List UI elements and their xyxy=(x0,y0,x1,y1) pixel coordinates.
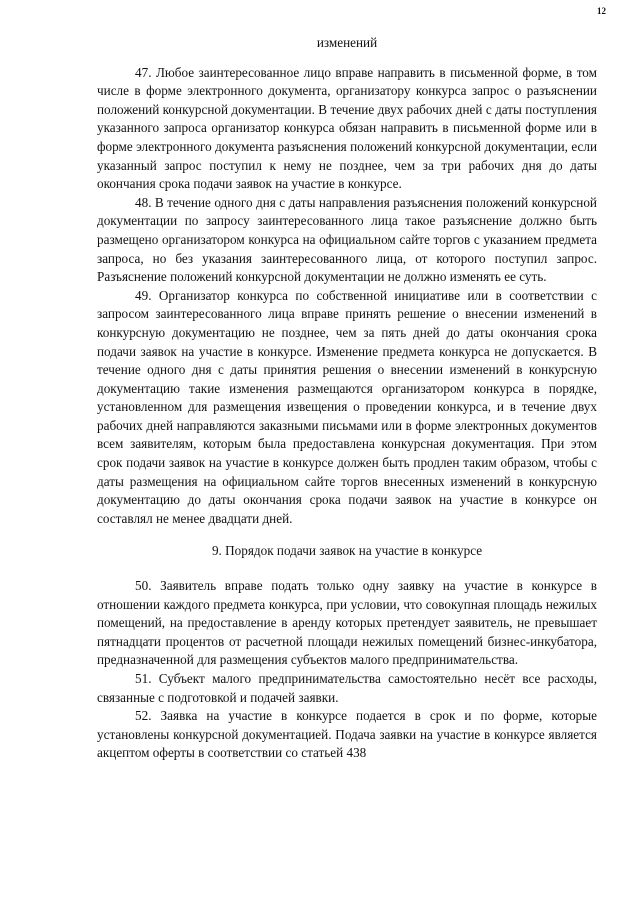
paragraph-51: 51. Субъект малого предпринимательства самостоятельно несёт все расходы, связанные с подготовкой и подачей заявки. xyxy=(97,671,597,705)
document-body xyxy=(97,34,597,763)
paragraph-50: 50. Заявитель вправе подать только одну заявку на участие в конкурсе в отношении каждого предмета конкурса, при условии, что совокупная площадь нежилых помещений, на предоставление в аренду которых претендует заявитель, не превышает пятнадцати процентов от расчетной площади нежилых помещений бизнес-инкубатора, предназначенной для размещения субъектов малого предпринимательства. xyxy=(97,578,597,668)
page-number: 12 xyxy=(597,6,606,16)
paragraph-49: 49. Организатор конкурса по собственной инициативе или в соответствии с запросом заинтересованного лица вправе принять решение о внесении изменений в конкурсную документацию не позднее, чем за пять дней до даты окончания срока подачи заявок на участие в конкурсе. Изменение предмета конкурса не допускается. В течение одного дня с даты принятия решения о внесении изменений в конкурсную документацию такие изменения размещаются организатором конкурса в порядке, установленном для размещения извещения о проведении конкурса, и в течение двух рабочих дней направляются заказными письмами или в форме электронных документов всем заявителям, которым была предоставлена конкурсная документация. При этом срок подачи заявок на участие в конкурсе должен быть продлен таким образом, чтобы с даты размещения на официальном сайте торгов внесенных изменений в конкурсную документацию до даты окончания срока подачи заявок на участие в конкурсе он составлял не менее двадцати дней. xyxy=(97,287,597,526)
paragraph-48: 48. В течение одного дня с даты направления разъяснения положений конкурсной документации по запросу заинтересованного лица такое разъяснение должно быть размещено организатором конкурса на официальном сайте торгов с указанием предмета запроса, но без указания заинтересованного лица, от которого поступил запрос. Разъяснение положений конкурсной документации не должно изменять ее суть. xyxy=(97,194,597,285)
continuation-line: изменений xyxy=(316,35,378,50)
section-heading: 9. Порядок подачи заявок на участие в конкурсе xyxy=(211,543,483,559)
paragraph-52: 52. Заявка на участие в конкурсе подается в срок и по форме, которые установлены конкурсной документацией. Подача заявки на участие в конкурсе является акцептом оферты в соответствии со статьей 438 xyxy=(97,708,597,761)
paragraph-47: 47. Любое заинтересованное лицо вправе направить в письменной форме, в том числе в форме электронного документа, организатору конкурса запрос о разъяснении положений конкурсной документации. В течение двух рабочих дней с даты поступления указанного запроса организатор конкурса обязан направить в письменной форме или в форме электронного документа разъяснения положений конкурсной документации, если указанный запрос поступил к нему не позднее, чем за три рабочих дня до даты окончания срока подачи заявок на участие в конкурсе. xyxy=(97,64,597,192)
